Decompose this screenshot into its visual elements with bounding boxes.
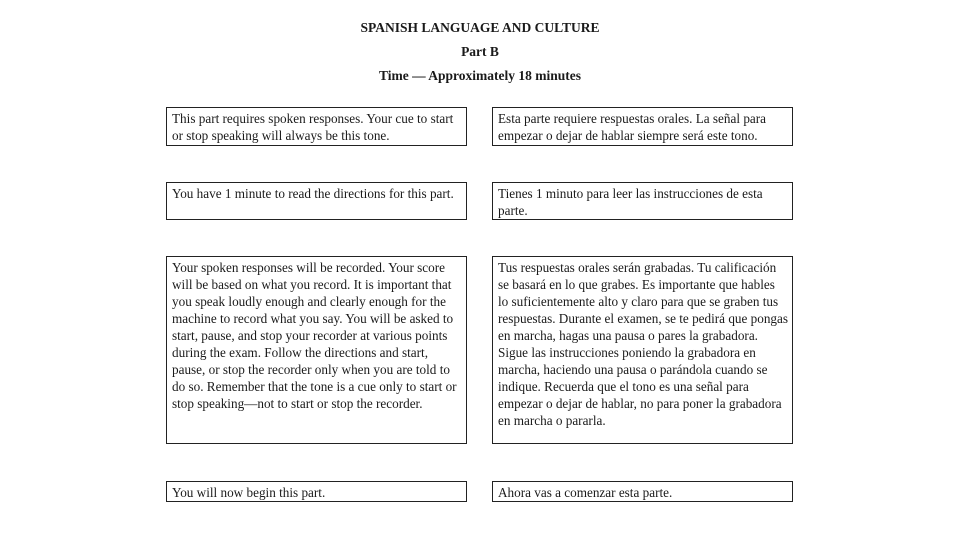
directions-box-spanish-2: Tienes 1 minuto para leer las instrucciones de esta parte. [492, 182, 793, 220]
directions-box-spanish-4: Ahora vas a comenzar esta parte. [492, 481, 793, 502]
directions-box-spanish-3: Tus respuestas orales serán grabadas. Tu calificación se basará en lo que grabes. Es importante que hables lo suficientemente alto y claro para que se graben tus respuestas. Durante el examen, se te pedirá que pongas en marcha, hagas una pausa o pares la grabadora. Sigue las instrucciones poniendo la grabadora en marcha, haciendo una pausa o parándola cuando se indique. Recuerda que el tono es una señal para empezar o dejar de hablar, no para poner la grabadora en marcha o pararla. [492, 256, 793, 444]
directions-box-english-3: Your spoken responses will be recorded. Your score will be based on what you record. It is important that you speak loudly enough and clearly enough for the machine to record what you say. You will be asked to start, pause, and stop your recorder at various points during the exam. Follow the directions and start, pause, or stop the recorder only when you are told to do so. Remember that the tone is a cue only to start or stop speaking—not to start or stop the recorder. [166, 256, 467, 444]
directions-box-english-1: This part requires spoken responses. Your cue to start or stop speaking will always be this tone. [166, 107, 467, 146]
directions-box-english-4: You will now begin this part. [166, 481, 467, 502]
time-label: Time — Approximately 18 minutes [378, 68, 581, 83]
section-title: SPANISH LANGUAGE AND CULTURE [360, 20, 600, 35]
directions-box-spanish-1: Esta parte requiere respuestas orales. La señal para empezar o dejar de hablar siempre será este tono. [492, 107, 793, 146]
directions-box-english-2: You have 1 minute to read the directions for this part. [166, 182, 467, 220]
part-label: Part B [461, 44, 499, 59]
